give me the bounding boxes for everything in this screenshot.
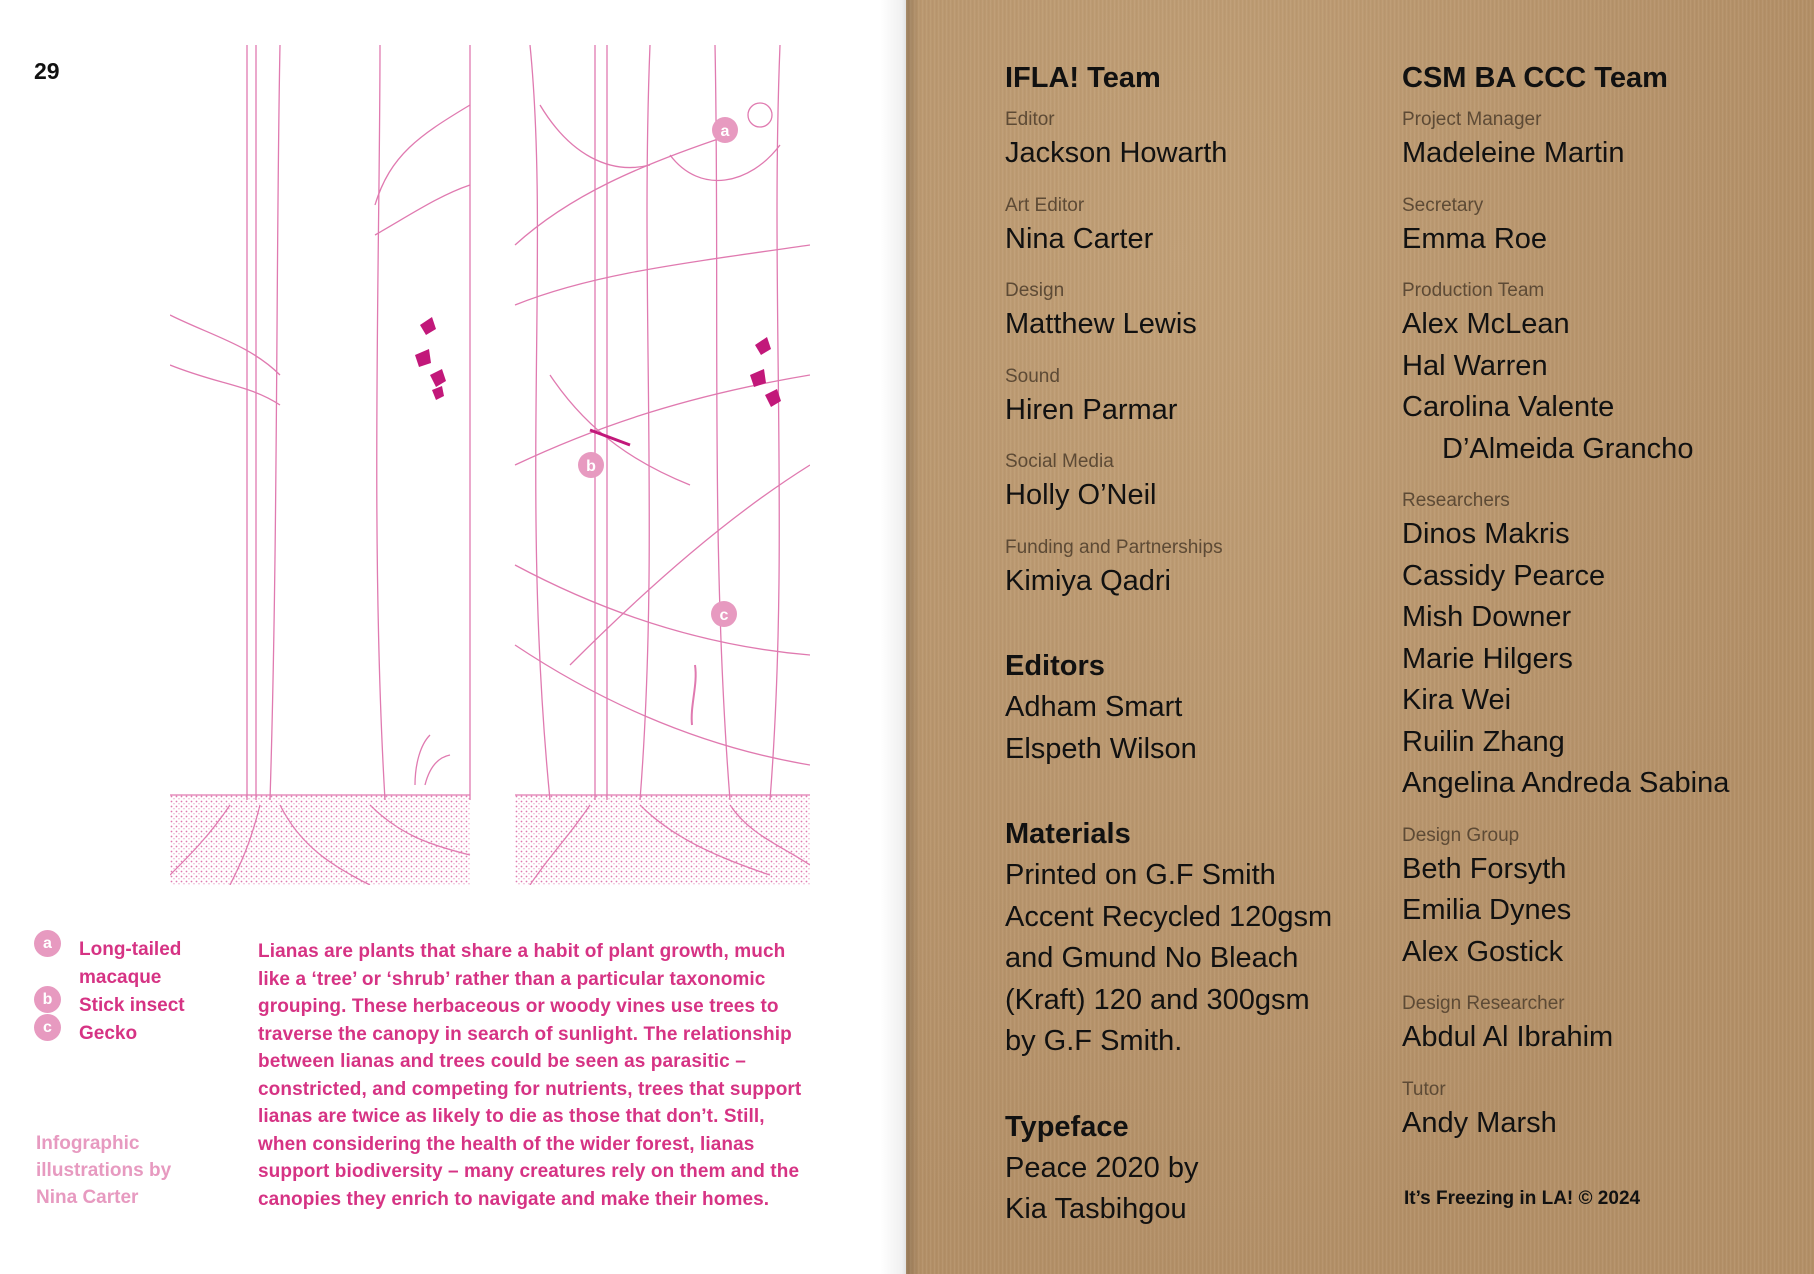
person-name: Elspeth Wilson bbox=[1005, 732, 1197, 765]
role-label: Design Group bbox=[1402, 824, 1520, 846]
person-name: Emma Roe bbox=[1402, 222, 1548, 255]
badge-icon: c bbox=[34, 1014, 61, 1041]
role-group bbox=[1402, 109, 1729, 175]
panel-bare-tree bbox=[170, 45, 470, 885]
legend-item-stick-insect bbox=[34, 992, 199, 1020]
stick-insect bbox=[590, 430, 630, 445]
legend-label: Stick insect bbox=[79, 995, 185, 1016]
svg-text:a: a bbox=[720, 123, 730, 140]
panel-liana-tree bbox=[515, 45, 810, 885]
role-label: Social Media bbox=[1005, 451, 1114, 472]
role-group bbox=[1402, 280, 1729, 470]
person-name: Carolina Valente bbox=[1402, 391, 1615, 423]
role-label: Production Team bbox=[1402, 280, 1545, 301]
materials-line: Printed on G.F Smith bbox=[1005, 859, 1276, 891]
role-group bbox=[1005, 195, 1332, 261]
person-name: Hal Warren bbox=[1402, 349, 1548, 382]
person-name: D’Almeida Grancho bbox=[1442, 432, 1694, 465]
leaf-cluster-left bbox=[415, 317, 446, 400]
materials-line: Accent Recycled 120gsm bbox=[1005, 900, 1333, 933]
person-name: Ruilin Zhang bbox=[1402, 725, 1565, 758]
role-group bbox=[1402, 1079, 1729, 1145]
illustration-credit: Infographic illustrations by Nina Carter bbox=[36, 1133, 172, 1208]
role-label: Researchers bbox=[1402, 490, 1510, 511]
person-name: Nina Carter bbox=[1005, 222, 1154, 255]
badge-icon: a bbox=[34, 930, 61, 957]
materials-heading: Materials bbox=[1005, 818, 1131, 850]
person-name: Angelina Andreda Sabina bbox=[1402, 767, 1730, 799]
role-group bbox=[1005, 109, 1332, 175]
person-name: Adham Smart bbox=[1005, 691, 1183, 723]
materials-line: by G.F Smith. bbox=[1005, 1025, 1183, 1057]
person-name: Matthew Lewis bbox=[1005, 308, 1197, 340]
person-name: Alex McLean bbox=[1402, 308, 1570, 340]
copyright-notice: It’s Freezing in LA! © 2024 bbox=[1404, 1188, 1641, 1209]
legend-label: Gecko bbox=[79, 1023, 138, 1044]
person-name: Dinos Makris bbox=[1402, 518, 1570, 550]
badge-a bbox=[712, 117, 738, 143]
person-name: Holly O’Neil bbox=[1005, 479, 1157, 511]
person-name: Beth Forsyth bbox=[1402, 852, 1567, 885]
legend-item-macaque bbox=[34, 936, 199, 992]
person-name: Kira Wei bbox=[1402, 684, 1512, 716]
svg-text:c: c bbox=[719, 607, 729, 624]
badge-icon: b bbox=[34, 986, 61, 1013]
role-label: Secretary bbox=[1402, 194, 1484, 216]
leaf-cluster-right bbox=[750, 337, 781, 407]
role-label: Art Editor bbox=[1005, 194, 1085, 216]
credits-column-left bbox=[1005, 62, 1332, 1231]
csm-team-heading: CSM BA CCC Team bbox=[1402, 62, 1668, 94]
person-name: Alex Gostick bbox=[1402, 935, 1564, 968]
editors-heading: Editors bbox=[1005, 650, 1105, 682]
ifla-team-heading: IFLA! Team bbox=[1005, 62, 1161, 94]
person-name: Emilia Dynes bbox=[1402, 894, 1572, 926]
badge-b bbox=[578, 452, 604, 478]
badge-c bbox=[711, 601, 737, 627]
typeface-heading: Typeface bbox=[1005, 1110, 1129, 1143]
role-group bbox=[1005, 537, 1332, 603]
materials-line: and Gmund No Bleach bbox=[1005, 942, 1299, 974]
macaque bbox=[748, 103, 772, 127]
left-page bbox=[0, 0, 906, 1274]
typeface-line: Kia Tasbihgou bbox=[1005, 1193, 1187, 1225]
svg-text:b: b bbox=[586, 458, 596, 475]
person-name: Jackson Howarth bbox=[1005, 137, 1228, 169]
legend-label: Long-tailed macaque bbox=[79, 939, 182, 988]
role-group bbox=[1005, 280, 1332, 346]
legend-item-gecko bbox=[34, 1020, 199, 1048]
person-name: Madeleine Martin bbox=[1402, 137, 1625, 169]
materials-line: (Kraft) 120 and 300gsm bbox=[1005, 983, 1310, 1016]
person-name: Andy Marsh bbox=[1402, 1106, 1557, 1139]
role-label: Design bbox=[1005, 280, 1065, 301]
role-group bbox=[1402, 825, 1729, 974]
person-name: Abdul Al Ibrahim bbox=[1402, 1021, 1614, 1053]
liana-illustration bbox=[170, 45, 810, 885]
role-group bbox=[1005, 451, 1332, 517]
legend bbox=[34, 936, 199, 1048]
role-label: Funding and Partnerships bbox=[1005, 536, 1223, 558]
person-name: Mish Downer bbox=[1402, 601, 1572, 633]
credits-column-right bbox=[1402, 62, 1729, 1164]
role-group bbox=[1402, 490, 1729, 805]
typeface-line: Peace 2020 by bbox=[1005, 1151, 1199, 1184]
role-group bbox=[1005, 366, 1332, 432]
role-label: Project Manager bbox=[1402, 109, 1542, 130]
role-label: Tutor bbox=[1402, 1078, 1446, 1100]
role-label: Editor bbox=[1005, 109, 1055, 130]
role-group bbox=[1402, 993, 1729, 1059]
person-name: Kimiya Qadri bbox=[1005, 564, 1171, 597]
role-group bbox=[1402, 195, 1729, 261]
person-name: Cassidy Pearce bbox=[1402, 559, 1606, 592]
page-number: 29 bbox=[34, 58, 60, 84]
gecko bbox=[692, 665, 696, 725]
role-label: Design Researcher bbox=[1402, 993, 1565, 1014]
role-label: Sound bbox=[1005, 365, 1060, 387]
person-name: Marie Hilgers bbox=[1402, 642, 1573, 675]
description-text: Lianas are plants that share a habit of plant growth, much like a ‘tree’ or ‘shrub’ rather than a particular taxonomic grouping. These herbaceous or woody vines use trees to traverse the canopy in search of sunlight. The relationship between lianas and trees could be seen as parasitic – constricted, and competing for nutrients, trees that support lianas are twice as likely to die as those that don’t. Still, when considering the health of the wider forest, lianas support biodiversity – many creatures rely on them and the canopies they enrich to navigate and make their homes. bbox=[258, 941, 802, 1210]
person-name: Hiren Parmar bbox=[1005, 393, 1178, 426]
